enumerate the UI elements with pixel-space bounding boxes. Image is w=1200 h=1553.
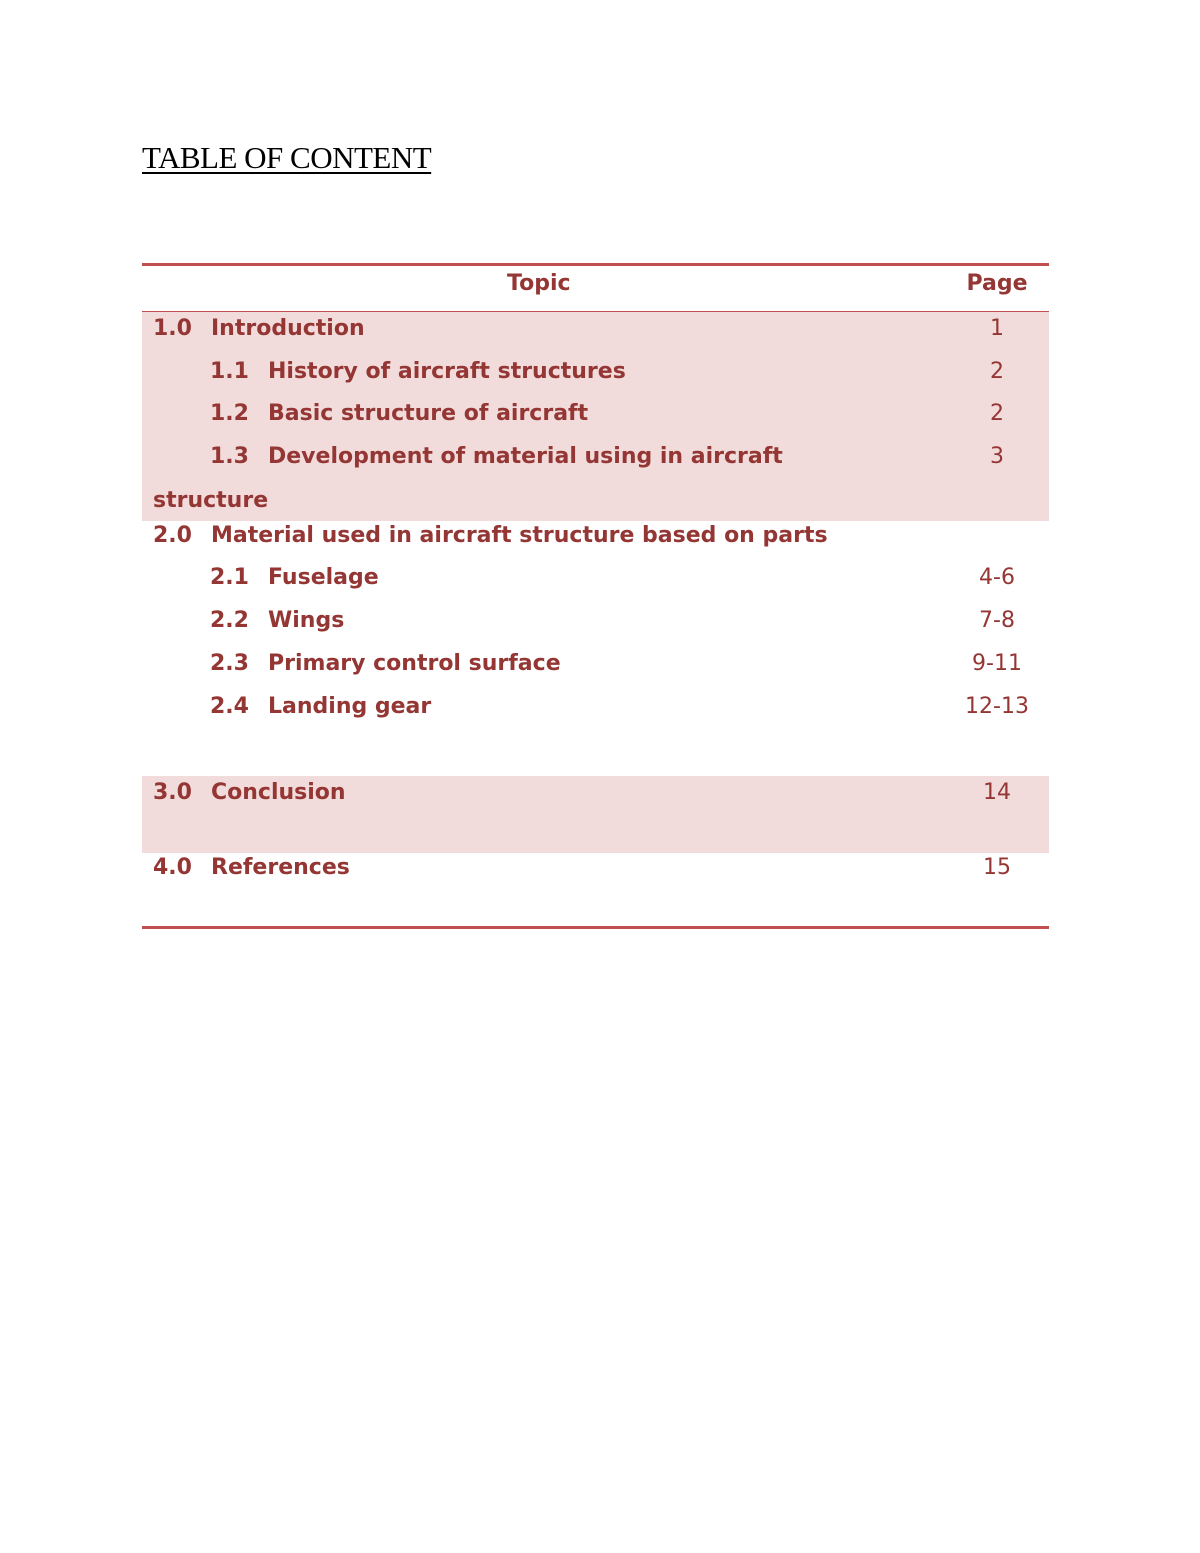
- page-number: 3: [990, 444, 1004, 469]
- page-number: 15: [983, 855, 1011, 880]
- section-number: 2.2: [210, 608, 249, 633]
- section-title-continued: structure: [153, 488, 269, 513]
- section-number: 4.0: [153, 855, 192, 880]
- section-number: 2.0: [153, 523, 192, 548]
- section-number: 2.3: [210, 651, 249, 676]
- page-number: 9-11: [972, 651, 1022, 676]
- section-title: Basic structure of aircraft: [268, 401, 589, 426]
- topic-column-header: Topic: [507, 271, 571, 296]
- page-number: 7-8: [979, 608, 1015, 633]
- section-title: Wings: [268, 608, 345, 633]
- section-number: 1.0: [153, 316, 192, 341]
- page-number: 2: [990, 401, 1004, 426]
- page-number: 4-6: [979, 565, 1015, 590]
- section-title: Conclusion: [211, 780, 346, 805]
- section-number: 1.3: [210, 444, 249, 469]
- table-of-contents: [142, 263, 1049, 929]
- page-title: TABLE OF CONTENT: [142, 140, 432, 175]
- page-number: 12-13: [965, 694, 1029, 719]
- section-title: Material used in aircraft structure based on parts: [211, 523, 828, 548]
- section-number: 2.1: [210, 565, 249, 590]
- page-column-header: Page: [966, 271, 1028, 296]
- section-title: Development of material using in aircraft: [268, 444, 783, 469]
- section-number: 2.4: [210, 694, 249, 719]
- section-title: References: [211, 855, 350, 880]
- page-number: 2: [990, 359, 1004, 384]
- section-title: Introduction: [211, 316, 365, 341]
- page-number: 1: [990, 316, 1004, 341]
- toc-header-row: [142, 266, 1049, 314]
- section-title: History of aircraft structures: [268, 359, 626, 384]
- page-number: 14: [983, 780, 1011, 805]
- section-number: 1.1: [210, 359, 249, 384]
- section-title: Landing gear: [268, 694, 432, 719]
- section-title: Fuselage: [268, 565, 379, 590]
- section-title: Primary control surface: [268, 651, 561, 676]
- section-number: 1.2: [210, 401, 249, 426]
- section-number: 3.0: [153, 780, 192, 805]
